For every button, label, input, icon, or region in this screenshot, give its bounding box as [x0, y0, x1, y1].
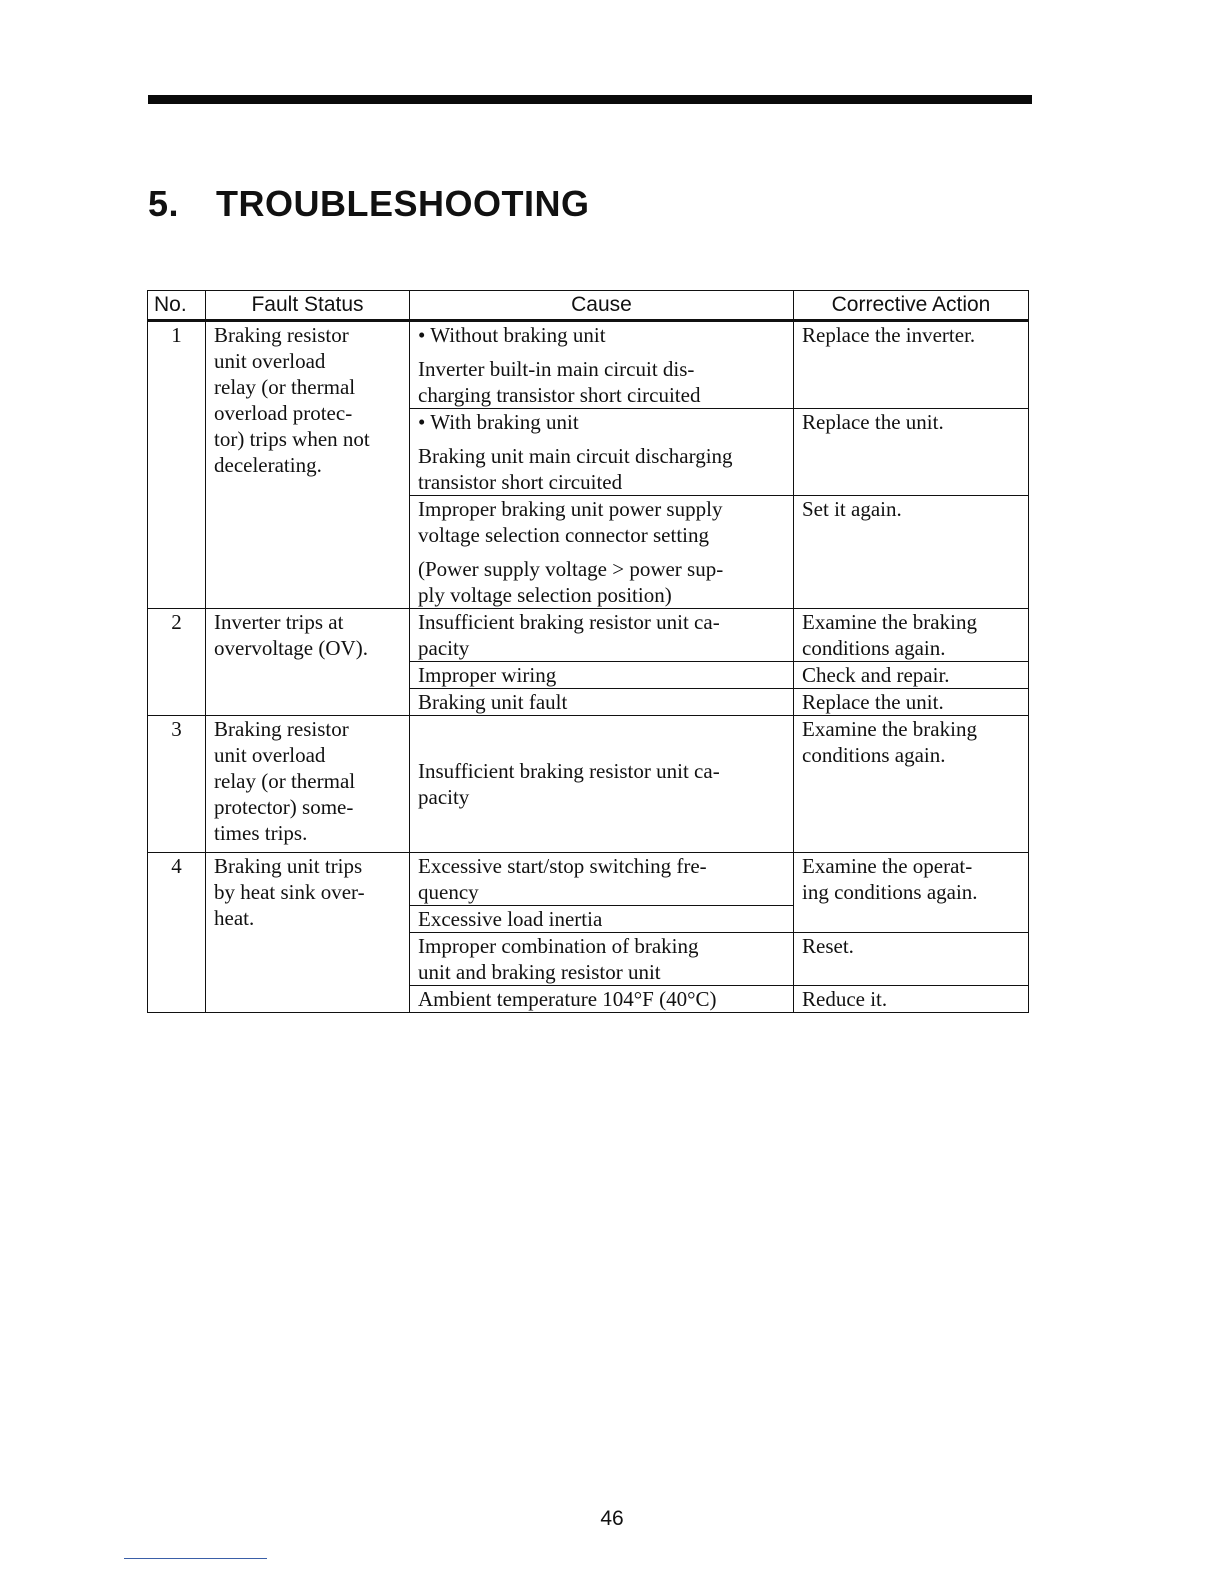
cause-line: transistor short circuited — [418, 470, 623, 494]
cause-line: Improper combination of braking — [418, 934, 699, 958]
cause-cell — [410, 321, 794, 409]
header-fault-status: Fault Status — [206, 291, 410, 321]
cause-line: Insufficient braking resistor unit ca- — [418, 759, 720, 783]
page-number: 46 — [600, 1507, 624, 1530]
cause-line: quency — [418, 880, 479, 904]
cause-cell — [410, 853, 794, 906]
header-cause: Cause — [410, 291, 794, 321]
cause-cell — [410, 609, 794, 662]
action-cell — [794, 853, 1029, 933]
fault-status — [206, 716, 410, 853]
fault-status — [206, 609, 410, 716]
fault-line: relay (or thermal — [214, 375, 356, 399]
table-row — [148, 321, 1029, 409]
cause-cell — [410, 933, 794, 986]
action-line: conditions again. — [802, 743, 946, 767]
action-line: Examine the braking — [802, 717, 977, 741]
action-cell — [794, 609, 1029, 662]
page-title — [148, 183, 590, 225]
cause-line: Improper braking unit power supply — [418, 497, 723, 521]
cause-line: voltage selection connector setting — [418, 523, 709, 547]
cause-cell: Improper wiring — [410, 662, 794, 689]
cause-line: Braking unit main circuit discharging — [418, 444, 733, 468]
header-corrective-action: Corrective Action — [794, 291, 1029, 321]
fault-line: Inverter trips at — [214, 610, 344, 634]
row-number: 3 — [148, 716, 206, 853]
cause-line: charging transistor short circuited — [418, 383, 701, 407]
action-line: Examine the operat- — [802, 854, 973, 878]
cause-line: • Without braking unit — [418, 323, 606, 347]
action-cell: Reset. — [794, 933, 1029, 986]
fault-line: overload protec- — [214, 401, 353, 425]
fault-line: tor) trips when not — [214, 427, 370, 451]
cause-line: unit and braking resistor unit — [418, 960, 661, 984]
cause-line: pacity — [418, 785, 470, 809]
action-line: Examine the braking — [802, 610, 977, 634]
cause-cell — [410, 409, 794, 496]
fault-line: heat. — [214, 906, 255, 930]
table-row — [148, 853, 1029, 906]
cause-cell: Braking unit fault — [410, 689, 794, 716]
fault-line: unit overload — [214, 349, 326, 373]
action-cell: Set it again. — [794, 496, 1029, 609]
section-title: TROUBLESHOOTING — [216, 183, 590, 224]
action-cell: Replace the unit. — [794, 689, 1029, 716]
fault-line: overvoltage (OV). — [214, 636, 368, 660]
cause-cell: Ambient temperature 104°F (40°C) — [410, 986, 794, 1013]
fault-line: unit overload — [214, 743, 326, 767]
action-cell: Replace the inverter. — [794, 321, 1029, 409]
fault-line: by heat sink over- — [214, 880, 365, 904]
fault-status — [206, 853, 410, 1013]
fault-line: times trips. — [214, 821, 308, 845]
top-rule — [148, 95, 1032, 104]
row-number: 4 — [148, 853, 206, 1013]
table-header-row — [148, 291, 1029, 321]
cause-cell — [410, 496, 794, 609]
fault-line: protector) some- — [214, 795, 354, 819]
row-number: 1 — [148, 321, 206, 609]
fault-line: Braking resistor — [214, 717, 349, 741]
cause-line: Inverter built-in main circuit dis- — [418, 357, 695, 381]
action-cell — [794, 716, 1029, 853]
row-number: 2 — [148, 609, 206, 716]
action-line: conditions again. — [802, 636, 946, 660]
fault-line: Braking resistor — [214, 323, 349, 347]
cause-line: Insufficient braking resistor unit ca- — [418, 610, 720, 634]
fault-line: decelerating. — [214, 453, 322, 477]
cause-line: pacity — [418, 636, 470, 660]
action-line: ing conditions again. — [802, 880, 978, 904]
section-number: 5. — [148, 183, 180, 224]
fault-status — [206, 321, 410, 609]
table-row — [148, 716, 1029, 853]
cause-line: • With braking unit — [418, 410, 579, 434]
cause-cell — [410, 716, 794, 853]
cause-line: Excessive start/stop switching fre- — [418, 854, 707, 878]
fault-line: relay (or thermal — [214, 769, 356, 793]
troubleshooting-table — [147, 290, 1029, 1013]
header-no: No. — [148, 291, 206, 321]
cause-line: ply voltage selection position) — [418, 583, 672, 607]
fault-line: Braking unit trips — [214, 854, 363, 878]
footer-rule — [124, 1558, 267, 1559]
action-cell: Replace the unit. — [794, 409, 1029, 496]
action-cell: Check and repair. — [794, 662, 1029, 689]
action-cell: Reduce it. — [794, 986, 1029, 1013]
table-row — [148, 609, 1029, 662]
cause-cell: Excessive load inertia — [410, 906, 794, 933]
cause-line: (Power supply voltage > power sup- — [418, 557, 724, 581]
